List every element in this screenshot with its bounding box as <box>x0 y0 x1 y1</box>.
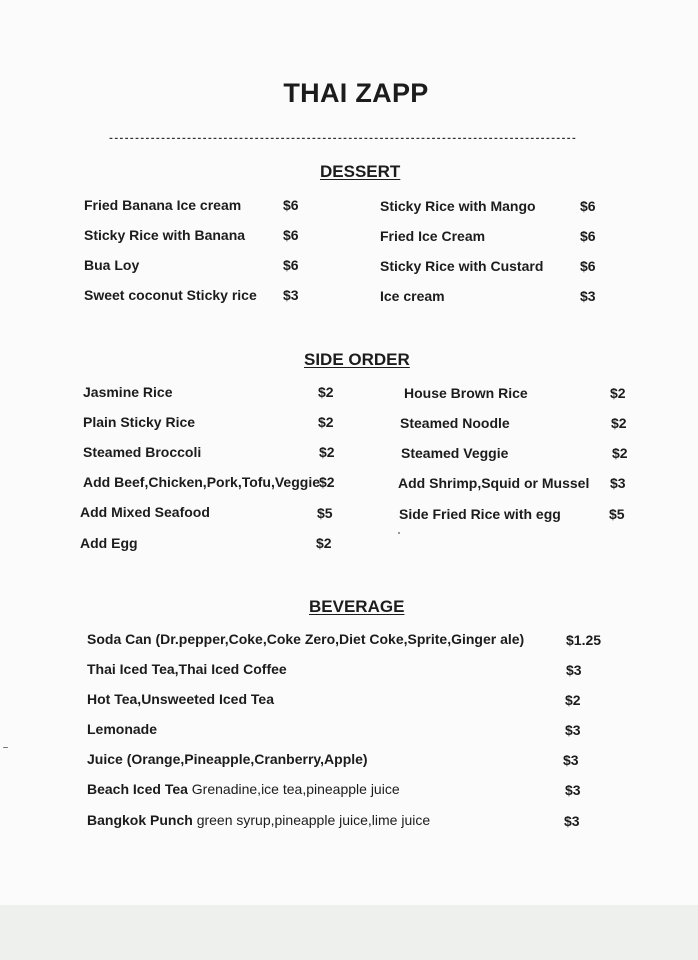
menu-item-name: Steamed Veggie <box>401 445 509 461</box>
menu-item-price: $1.25 <box>566 632 602 648</box>
menu-item-name: Sticky Rice with Custard <box>380 258 544 274</box>
menu-item-price: $3 <box>564 813 580 829</box>
restaurant-title: THAI ZAPP <box>283 78 429 108</box>
menu-item-price: $2 <box>319 444 335 460</box>
menu-item-price: $2 <box>319 474 335 490</box>
menu-item-price: $2 <box>610 385 626 401</box>
scan-speck <box>3 747 8 748</box>
beverage-item <box>87 631 524 647</box>
menu-item-price: $2 <box>612 445 628 461</box>
menu-item-name: Plain Sticky Rice <box>83 414 196 430</box>
beverage-item <box>87 691 274 707</box>
beverage-name: Beach Iced Tea <box>87 781 188 797</box>
beverage-name: Soda Can (Dr.pepper,Coke,Coke Zero,Diet Coke,Sprite,Ginger ale) <box>87 631 525 647</box>
menu-item-price: $3 <box>565 782 581 798</box>
beverage-name: Lemonade <box>87 721 158 737</box>
menu-item-price: $2 <box>316 535 332 551</box>
menu-item-price: $5 <box>609 506 625 522</box>
side-order-heading: SIDE ORDER <box>304 350 410 369</box>
menu-item-price: $2 <box>318 384 334 400</box>
menu-item-price: $3 <box>565 722 581 738</box>
menu-item-name: Sweet coconut Sticky rice <box>84 287 257 303</box>
menu-item-price: $3 <box>563 752 579 768</box>
menu-item-price: $6 <box>580 228 596 244</box>
beverage-description: Grenadine,ice tea,pineapple juice <box>191 781 400 797</box>
menu-item-name: Add Egg <box>80 535 138 551</box>
menu-item-name: Fried Banana Ice cream <box>84 197 242 213</box>
beverage-name: Hot Tea,Unsweeted Iced Tea <box>87 691 274 707</box>
beverage-name: Juice (Orange,Pineapple,Cranberry,Apple) <box>87 751 368 767</box>
menu-item-name: Add Shrimp,Squid or Mussel <box>398 475 590 491</box>
beverage-description: green syrup,pineapple juice,lime juice <box>196 812 431 828</box>
beverage-item <box>87 751 368 767</box>
menu-item-price: $6 <box>580 258 596 274</box>
menu-item-name: Ice cream <box>380 288 445 304</box>
menu-item-name: Jasmine Rice <box>83 384 173 400</box>
menu-item-price: $6 <box>580 198 596 214</box>
menu-item-price: $6 <box>283 197 299 213</box>
menu-item-name: Fried Ice Cream <box>380 228 486 244</box>
menu-item-price: $3 <box>580 288 596 304</box>
menu-item-name: Side Fried Rice with egg <box>399 506 561 522</box>
beverage-heading: BEVERAGE <box>309 597 405 616</box>
scan-speck <box>398 532 400 534</box>
divider: ------------------------------------------------------------------------------------------ <box>108 134 577 145</box>
menu-item-price: $2 <box>611 415 627 431</box>
menu-item-price: $3 <box>610 475 626 491</box>
beverage-name: Bangkok Punch <box>87 812 193 828</box>
menu-item-name: Steamed Noodle <box>400 415 510 431</box>
menu-item-price: $3 <box>283 287 299 303</box>
menu-item-name: Add Beef,Chicken,Pork,Tofu,Veggie <box>83 474 321 490</box>
menu-item-price: $6 <box>283 257 299 273</box>
dessert-heading: DESSERT <box>320 162 401 181</box>
beverage-item <box>87 721 157 737</box>
menu-item-name: Steamed Broccoli <box>83 444 202 460</box>
menu-item-price: $6 <box>283 227 299 243</box>
menu-item-name: Sticky Rice with Banana <box>84 227 246 243</box>
menu-item-name: Bua Loy <box>84 257 140 273</box>
beverage-item <box>87 661 287 677</box>
menu-item-name: Sticky Rice with Mango <box>380 198 536 214</box>
menu-item-price: $3 <box>566 662 582 678</box>
scan-background <box>0 905 698 960</box>
beverage-item <box>87 812 430 828</box>
menu-item-price: $2 <box>565 692 581 708</box>
menu-item-name: Add Mixed Seafood <box>80 504 210 520</box>
beverage-item <box>87 781 400 797</box>
menu-item-price: $2 <box>318 414 334 430</box>
menu-item-price: $5 <box>317 505 333 521</box>
beverage-name: Thai Iced Tea,Thai Iced Coffee <box>87 661 287 677</box>
menu-item-name: House Brown Rice <box>404 385 528 401</box>
